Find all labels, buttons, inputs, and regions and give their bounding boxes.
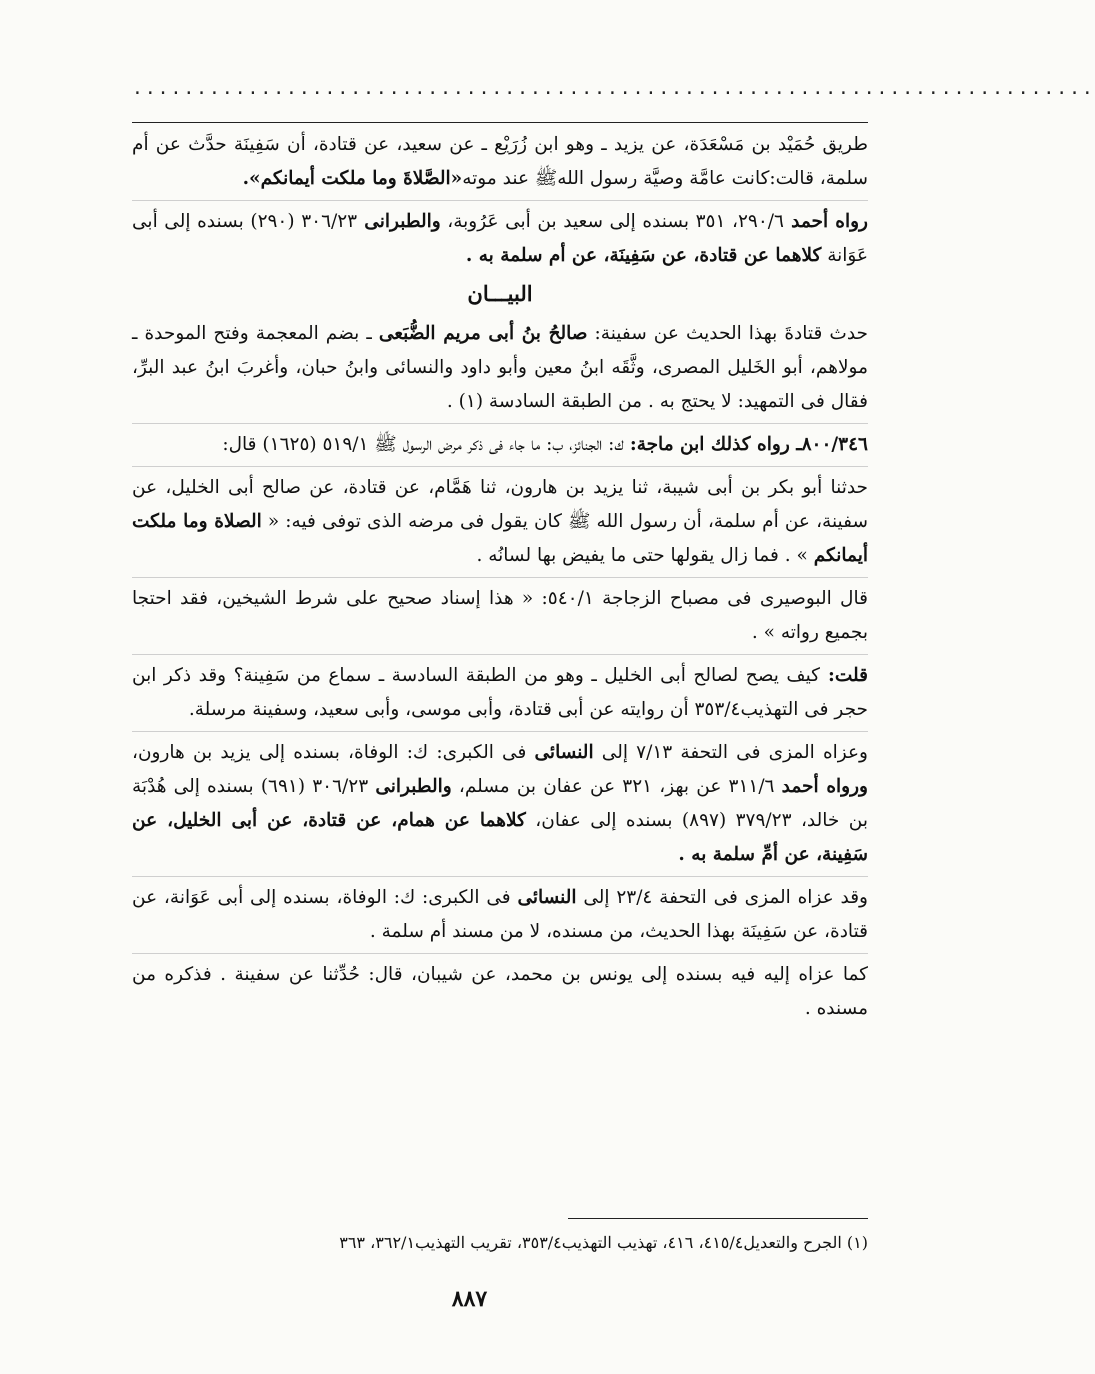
paragraph-7 <box>132 654 868 727</box>
p8-bold-b: النسائى <box>534 742 594 763</box>
p8-text-g: ٣٠٦/٢٣ (٦٩١) بسنده إلى هُدْبَة بن خالد، ٣٧٩/٢٣ (٨٩٧) بسنده إلى عفان، <box>132 776 868 831</box>
p8-text-c: فى الكبرى: ك: الوفاة، بسنده إلى يزيد بن هارون، <box>132 742 535 763</box>
p9-text-c: فى الكبرى: ك: الوفاة، بسنده إلى أبى عَوَانة، عن قتادة، عن سَفِينَة بهذا الحديث، من مسنده، لا من مسند أم سلمة . <box>132 887 868 942</box>
page-number: ٨٨٧ <box>451 1286 488 1312</box>
p8-text-e: ٣١١/٦ عن بهز، ٣٢١ عن عفان بن مسلم، <box>451 776 782 797</box>
p5-text-a: حدثنا أبو بكر بن أبى شيبة، ثنا يزيد بن هارون، ثنا هَمَّام، عن قتادة، عن صالح أبى الخليل، عن سفينة، عن أم سلمة، أن رسول الله ﷺ كان يقول فى مرضه الذى توفى فيه: « <box>132 477 868 532</box>
p8-text-a: وعزاه المزى فى التحفة ٧/١٣ إلى <box>593 742 868 763</box>
paragraph-10: كما عزاه إليه فيه بسنده إلى يونس بن محمد، عن شيبان، قال: حُدِّثنا عن سفينة . فذكره من مسنده . <box>132 953 868 1026</box>
main-text <box>132 128 868 1030</box>
p2-bold-c: والطبرانى <box>357 211 441 232</box>
paragraph-6: قال البوصيرى فى مصباح الزجاجة ٥٤٠/١: « هذا إسناد صحيح على شرط الشيخين، فقد احتجا بجميع رواته » . <box>132 577 868 650</box>
p7-text: كيف يصح لصالح أبى الخليل ـ وهو من الطبقة السادسة ـ سماع من سَفِينة؟ وقد ذكر ابن حجر فى التهذيب٣٥٣/٤ أن روايته عن أبى قتادة، وأبى موسى، وأبى سعيد، وسفينة مرسلة. <box>132 665 868 720</box>
p3-text-a: حدث قتادةَ بهذا الحديث عن سفينة: <box>587 323 868 344</box>
paragraph-1 <box>132 128 868 196</box>
footnote-ref[interactable]: (١) <box>458 391 484 412</box>
p8-bold-h: كلاهما عن همام، عن قتادة، عن أبى الخليل، عن سَفِينة، عن أمِّ سلمة به . <box>132 810 868 865</box>
p9-text-a: وقد عزاه المزى فى التحفة ٢٣/٤ إلى <box>576 887 868 908</box>
paragraph-2 <box>132 200 868 273</box>
header-dots: ........................................................................... <box>132 78 1095 99</box>
p5-text-c: » . فما زال يقولها حتى ما يفيض بها لسانُه . <box>476 545 814 566</box>
section-heading: البيـــان <box>467 281 533 306</box>
footnote: (١) الجرح والتعديل٤١٥/٤، ٤١٦، تهذيب التهذيب٣٥٣/٤، تقريب التهذيب٣٦٢/١، ٣٦٣ <box>339 1233 868 1252</box>
footnote-rule <box>568 1218 868 1219</box>
p4-bold: ٨٠٠/٣٤٦ـ رواه كذلك ابن ماجة: <box>623 434 868 455</box>
p3-end: . <box>446 391 459 412</box>
paragraph-8 <box>132 731 868 872</box>
p2-bold-a: رواه أحمد <box>783 211 868 232</box>
p8-bold-f: والطبرانى <box>375 776 452 797</box>
paragraph-5 <box>132 466 868 573</box>
p1-bold: «الصَّلاةَ وما ملكت أيمانكم». <box>242 168 463 189</box>
p1-text: طريق حُمَيْد بن مَسْعَدَة، عن يزيد ـ وهو ابن زُرَيْع ـ عن سعيد، عن قتادة، أن سَفِينَة حدَّث عن أم سلمة، قالت:كانت عامَّة وصيَّة رسول اللهﷺ عند موته <box>132 134 868 189</box>
paragraph-4 <box>132 423 868 462</box>
p5-bold: الصلاة وما ملكت أيمانكم <box>132 511 868 566</box>
p2-bold-e: كلاهما عن قتادة، عن سَفِينَة، عن أم سلمة به . <box>465 245 822 266</box>
p3-bold-name: صالحُ بنُ أبى مريم الضُّبَعى <box>378 323 588 344</box>
paragraph-3 <box>132 317 868 419</box>
p2-text-d: ٣٠٦/٢٣ (٢٩٠) بسنده إلى أبى عَوَانة <box>132 211 868 266</box>
header-rule <box>132 122 868 123</box>
p8-bold-d: ورواه أحمد <box>781 776 868 797</box>
p9-bold-b: النسائى <box>517 887 577 908</box>
p3-text-c: ـ بضم المعجمة وفتح الموحدة ـ مولاهم، أبو الخَليل المصرى، وثَّقَه ابنُ معين وأبو داود والنسائى وابنُ حبان، وأغربَ ابنُ عبد البرِّ، فقال فى التمهيد: لا يحتج به . من الطبقة السادسة <box>132 323 868 412</box>
paragraph-9 <box>132 876 868 949</box>
p7-bold: قلت: <box>819 665 868 686</box>
p4-text: ك: الجنائز، ب: ما جاء فى ذكر مرض الرسول ﷺ ٥١٩/١ (١٦٢٥) قال: <box>222 434 624 455</box>
p2-text-b: ٢٩٠/٦، ٣٥١ بسنده إلى سعيد بن أبى عَرُوبة، <box>440 211 784 232</box>
